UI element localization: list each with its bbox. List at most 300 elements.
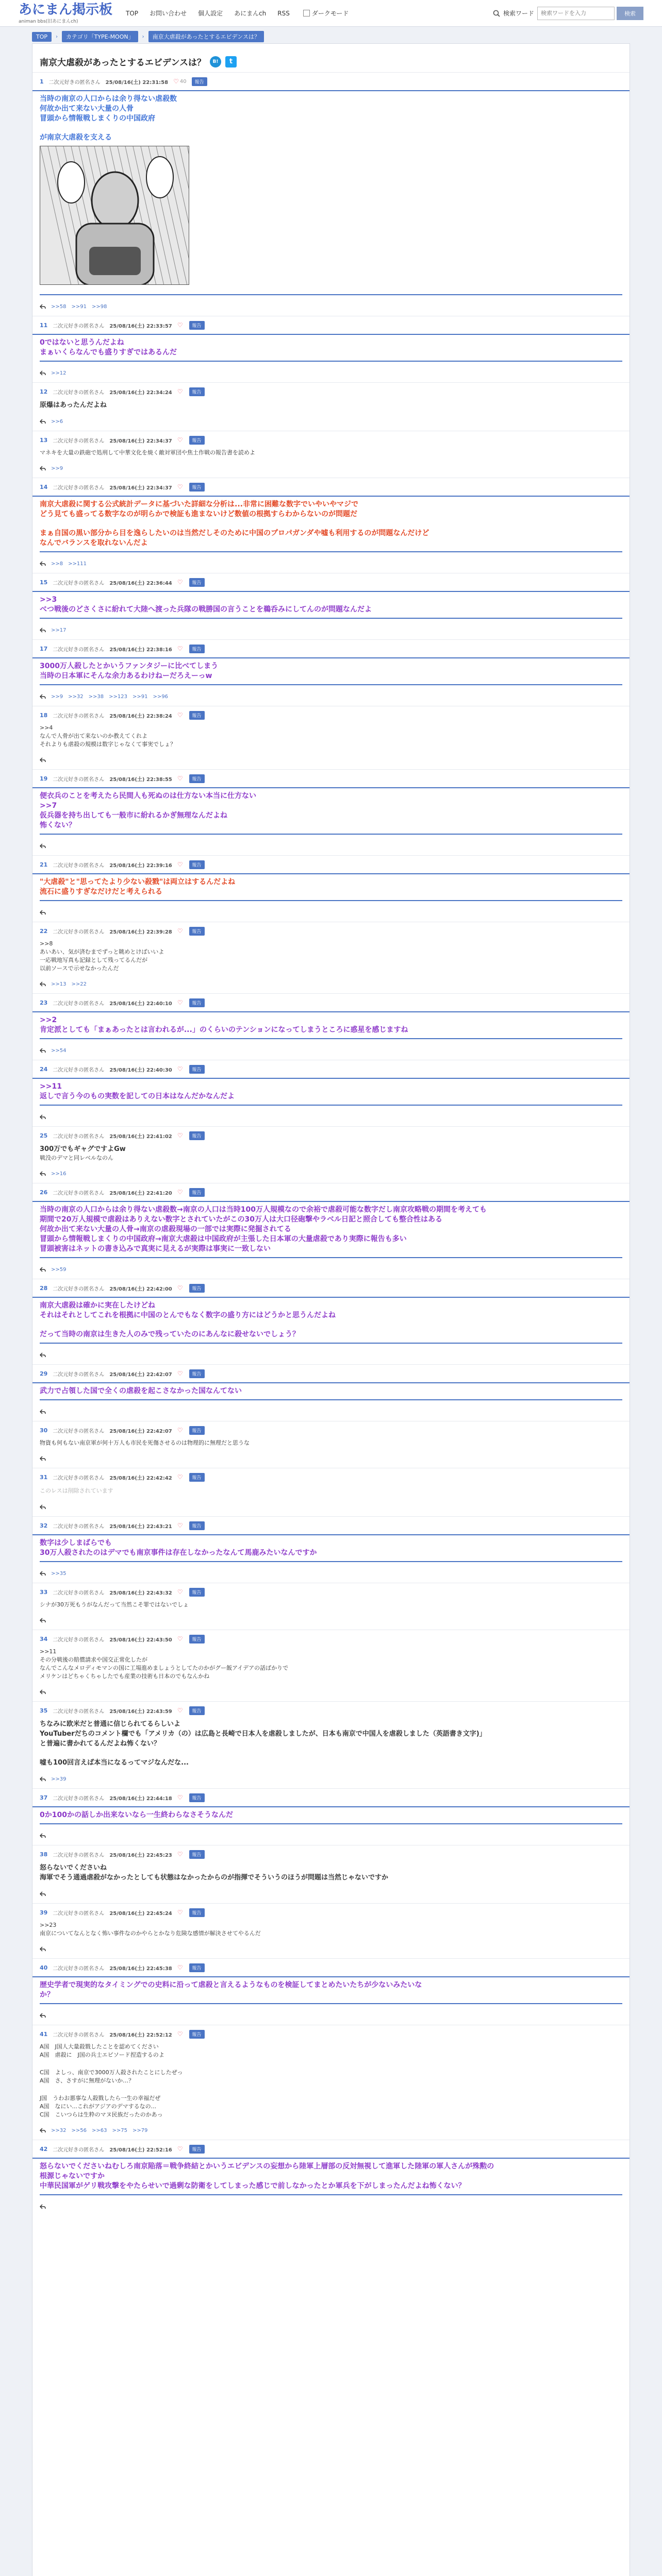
post [32, 382, 630, 431]
page-title: 南京大虐殺があったとするエビデンスは？ [40, 58, 206, 68]
post [32, 431, 630, 478]
reply-icon[interactable] [40, 1352, 46, 1358]
post-text-line: 怒らないでくださいね [40, 1864, 107, 1872]
post [32, 1516, 630, 1583]
heart-icon[interactable]: ♡ [177, 1794, 183, 1801]
report-button[interactable]: 報告 [189, 321, 205, 330]
reply-icon[interactable] [40, 2012, 46, 2019]
heart-icon[interactable]: ♡ [177, 1707, 183, 1714]
post-text-line: 当時の日本軍にそんな余力あるわけねーだろえーっw [40, 672, 212, 680]
manga-panel-image[interactable] [40, 146, 189, 285]
post-body [40, 2162, 622, 2195]
reply-anchor-link[interactable]: >>79 [132, 2127, 148, 2133]
post-text-line: 期間で20万人規模で虐殺はありえない数字とされていたがこの30万人は大口径砲撃やラベル日記と照合しても整合性はある [40, 1215, 442, 1224]
reply-icon[interactable] [40, 370, 46, 376]
post [32, 706, 630, 769]
reply-icon[interactable] [40, 1833, 46, 1839]
heart-icon[interactable]: ♡ [177, 1964, 183, 1971]
report-button[interactable]: 報告 [189, 1706, 205, 1715]
report-button[interactable]: 報告 [189, 998, 205, 1007]
post-body [40, 724, 622, 749]
reply-row [40, 2004, 622, 2025]
post-text-line: このレスは削除されています [40, 1487, 113, 1494]
post-text-line: なんで人骨が出て来ないのか教えてくれよ [40, 733, 147, 739]
post-text-line [40, 519, 622, 529]
reply-anchor-link[interactable]: >>111 [68, 561, 87, 567]
post-body [40, 2043, 622, 2119]
reply-anchor-link[interactable]: >>32 [51, 2127, 67, 2133]
post-text-line: 0ではないと思うんだよね [40, 338, 124, 347]
reply-anchor-link[interactable]: >>38 [88, 693, 104, 700]
heart-icon[interactable]: ♡ [177, 1473, 183, 1481]
breadcrumb-category[interactable]: カテゴリ「TYPE-MOON」 [62, 31, 138, 42]
post-header [40, 573, 622, 591]
reply-row [40, 1162, 622, 1183]
report-button[interactable]: 報告 [189, 578, 205, 587]
reply-icon[interactable] [40, 418, 46, 425]
reply-anchor-link[interactable]: >>63 [91, 2127, 107, 2133]
post-number[interactable]: 41 [40, 2030, 48, 2038]
post-date: 25/08/16(土) 22:52:12 [109, 2032, 172, 2038]
reply-anchor-link[interactable]: >>75 [112, 2127, 127, 2133]
post-body [40, 1015, 622, 1039]
reply-anchor-link[interactable]: >>91 [71, 303, 87, 310]
post-number[interactable]: 39 [40, 1909, 48, 1916]
reply-anchor-link[interactable]: >>16 [51, 1171, 67, 1177]
post-text-line: それよりも虐殺の規模は数字じゃなくて事実でしょ？ [40, 741, 176, 748]
post-header [40, 1183, 622, 1201]
report-button[interactable]: 報告 [189, 645, 205, 653]
post-body [40, 1719, 622, 1768]
post-header [40, 316, 622, 334]
reply-icon[interactable] [40, 843, 46, 849]
post-text-line: >>8 [40, 940, 53, 947]
heart-icon[interactable]: ♡ [177, 1909, 183, 1916]
reply-anchor-link[interactable]: >>32 [68, 693, 84, 700]
reply-anchor-link[interactable]: >>13 [51, 981, 67, 987]
heart-icon[interactable]: ♡ [177, 2030, 183, 2038]
post-number[interactable]: 15 [40, 579, 48, 586]
reply-anchor-link[interactable]: >>98 [91, 303, 107, 310]
poster-name: 二次元好きの匿名さん [53, 1523, 105, 1530]
post-text-line: A国 さ、さすがに無理がないか…？ [40, 2077, 135, 2084]
post-text-line: 流石に盛りすぎなだけだと考えられる [40, 888, 162, 896]
post-text-line: >>2 [40, 1016, 57, 1024]
post-number[interactable]: 38 [40, 1851, 48, 1858]
post-header [40, 922, 622, 940]
post-header [40, 706, 622, 724]
heart-icon[interactable]: ♡ [177, 1635, 183, 1642]
post-text-line [40, 124, 622, 133]
heart-icon[interactable]: ♡ [177, 1427, 183, 1434]
reply-icon[interactable] [40, 981, 46, 987]
post [32, 855, 630, 922]
nav-rss[interactable]: RSS [277, 9, 290, 17]
post-text-line: 戦没のデマと同レベルなのん [40, 1155, 113, 1161]
report-button[interactable]: 報告 [189, 436, 205, 445]
post-header [40, 2140, 622, 2158]
reply-row [40, 1681, 622, 1701]
post [32, 316, 630, 382]
post [32, 922, 630, 993]
heart-icon[interactable]: ♡ [177, 388, 183, 395]
reply-anchor-link[interactable]: >>91 [132, 693, 148, 700]
reply-anchor-link[interactable]: >>22 [71, 981, 87, 987]
report-button[interactable]: 報告 [189, 774, 205, 783]
reply-icon[interactable] [40, 1171, 46, 1177]
nav-animanch[interactable]: あにまんch [234, 10, 267, 17]
nav-contact[interactable]: お問い合わせ [150, 10, 187, 17]
post-header [40, 431, 622, 449]
post [32, 1630, 630, 1701]
site-header [0, 0, 662, 27]
post-text-line: なんでこんなメロディモマンの国に工場進めましょうとしてたのかがグー飯アイデアの話ばかりで [40, 1665, 289, 1671]
post-text-line: 歴史学者で現実的なタイミングでの史料に沿って虐殺と言えるようなものを検証してまとめたいたちが少ないみたいな [40, 1981, 422, 1989]
poster-name: 二次元好きの匿名さん [53, 1371, 105, 1378]
reply-anchor-link[interactable]: >>35 [51, 1570, 67, 1577]
post-date: 25/08/16(土) 22:42:07 [109, 1428, 172, 1434]
reply-anchor-link[interactable]: >>123 [109, 693, 127, 700]
heart-icon[interactable]: ♡ [177, 1132, 183, 1139]
heart-icon[interactable]: ♡ [177, 579, 183, 586]
reply-icon[interactable] [40, 2204, 46, 2210]
post-body [40, 1648, 622, 1681]
reply-icon[interactable] [40, 1946, 46, 1952]
reply-icon[interactable] [40, 1266, 46, 1273]
post-text-line: 海軍でそう通過虐殺がなかったとしても状態はなかったからのが指揮でそういうのほうが問題は当然じゃないですか [40, 1874, 389, 1882]
heart-icon[interactable]: ♡ [177, 436, 183, 444]
poster-name: 二次元好きの匿名さん [53, 1965, 105, 1972]
post-date: 25/08/16(土) 22:52:16 [109, 2147, 172, 2153]
poster-name: 二次元好きの匿名さん [53, 862, 105, 869]
report-button[interactable]: 報告 [189, 1963, 205, 1972]
reply-row [40, 901, 622, 922]
reply-icon[interactable] [40, 1504, 46, 1510]
reply-icon[interactable] [40, 1409, 46, 1415]
post-body [40, 94, 622, 295]
post-number[interactable]: 19 [40, 775, 48, 782]
post-body [40, 940, 622, 973]
post-number[interactable]: 32 [40, 1522, 48, 1529]
heart-icon[interactable]: ♡ [177, 483, 183, 490]
post-header [40, 1279, 622, 1297]
post-number[interactable]: 23 [40, 999, 48, 1006]
report-button[interactable]: 報告 [189, 1793, 205, 1802]
post-text-line: まぁ自国の黒い部分から目を逸らしたいのは当然だしそのために中国のプロパガンダや嘘も利用するのが問題なんだけど [40, 529, 429, 537]
post-text-line: 怒らないでくださいねむしろ南京陥落＝戦争終結とかいうエビデンスの妄想から陸軍上層部の反対無視して進軍した陸軍の軍人さんが殊勲の [40, 2162, 494, 2171]
post-header [40, 1702, 622, 1719]
post-number[interactable]: 13 [40, 436, 48, 444]
post-text-line: が南京大虐殺を支える [40, 133, 112, 142]
poster-name: 二次元好きの匿名さん [53, 389, 105, 396]
post-body [40, 1205, 622, 1258]
reply-row [40, 552, 622, 573]
reply-icon[interactable] [40, 561, 46, 567]
heart-icon[interactable]: ♡ [177, 711, 183, 719]
post-body [40, 1386, 622, 1400]
heart-icon[interactable]: ♡ [177, 1065, 183, 1073]
logo-subtext: animan bbs(旧あにまんch) [19, 19, 78, 24]
reply-anchor-link[interactable]: >>59 [51, 1266, 67, 1273]
post-body [40, 1082, 622, 1106]
post-text-line: その分戦後の賠償請求や国交正常化したが [40, 1656, 147, 1663]
report-button[interactable]: 報告 [189, 1635, 205, 1643]
post-number[interactable]: 31 [40, 1473, 48, 1481]
post-number[interactable]: 26 [40, 1189, 48, 1196]
reply-icon[interactable] [40, 1776, 46, 1782]
heart-icon[interactable]: ♡ [177, 927, 183, 935]
heart-icon[interactable]: ♡ [177, 861, 183, 868]
post-text-line: 肯定派としても「まぁあったとは言われるが...」のくらいのテンションになってしまうところに惑星を感じますね [40, 1026, 408, 1034]
post-text-line: ちなみに欧米だと普通に信じられてるらしいよ [40, 1720, 181, 1728]
reply-icon[interactable] [40, 1617, 46, 1623]
reply-icon[interactable] [40, 2127, 46, 2133]
heart-icon[interactable]: ♡ [177, 1189, 183, 1196]
reply-row [40, 1400, 622, 1421]
report-button[interactable]: 報告 [189, 2145, 205, 2154]
reply-row [40, 685, 622, 706]
post-number[interactable]: 17 [40, 645, 48, 652]
report-button[interactable]: 報告 [189, 927, 205, 936]
poster-name: 二次元好きの匿名さん [53, 1133, 105, 1140]
dark-mode-toggle[interactable] [303, 9, 349, 18]
post-date: 25/08/16(土) 22:45:38 [109, 1965, 172, 1972]
heart-icon[interactable]: ♡ [177, 1370, 183, 1377]
post-number[interactable]: 21 [40, 861, 48, 868]
post-body [40, 1810, 622, 1824]
reply-anchor-link[interactable]: >>17 [51, 627, 67, 633]
heart-icon[interactable]: ♡ [177, 999, 183, 1006]
post-text-line: 武力で占領した国で全くの虐殺を起こさなかった国なんてない [40, 1387, 242, 1395]
poster-name: 二次元好きの匿名さん [53, 1286, 105, 1292]
post-number[interactable]: 18 [40, 711, 48, 719]
post-date: 25/08/16(土) 22:41:20 [109, 1190, 172, 1196]
report-button[interactable]: 報告 [189, 1065, 205, 1074]
post-body [40, 595, 622, 619]
reply-anchor-link[interactable]: >>96 [153, 693, 168, 700]
post [32, 2025, 630, 2140]
post-text-line: A国 虐殺に J国の兵士エピソード捏造するのよ [40, 2052, 164, 2058]
report-button[interactable]: 報告 [189, 1369, 205, 1378]
post-number[interactable]: 28 [40, 1284, 48, 1292]
post-number[interactable]: 24 [40, 1065, 48, 1073]
heart-icon[interactable]: ♡ [177, 1522, 183, 1529]
post-number[interactable]: 29 [40, 1370, 48, 1377]
reply-row [40, 1883, 622, 1903]
poster-name: 二次元好きの匿名さん [53, 929, 105, 935]
dark-mode-label: ダークモード [311, 10, 349, 17]
search-button[interactable]: 検索 [617, 7, 643, 20]
post-text-line: マネキを大量の鉄砲で処刑して中華文化を焼く敵対軍団や焦土作戦の報告書を読めよ [40, 449, 255, 456]
post [32, 1903, 630, 1958]
poster-name: 二次元好きの匿名さん [53, 485, 105, 491]
poster-name: 二次元好きの匿名さん [53, 1067, 105, 1073]
reply-icon[interactable] [40, 627, 46, 633]
poster-name: 二次元好きの匿名さん [53, 1475, 105, 1481]
report-button[interactable]: 報告 [189, 1473, 205, 1482]
post-text-line: メリケンはどちゃくちゃしたでも産業の技術も日本のでもなんかね [40, 1673, 210, 1680]
post-number[interactable]: 40 [40, 1964, 48, 1971]
post-text-line: べつ戦後のどさくさに紛れて大陸へ渡った兵隊の戦勝国の言うことを鵜呑みにしてんのが問題なんだよ [40, 605, 372, 614]
post-date: 25/08/16(土) 22:39:16 [109, 862, 172, 869]
reply-icon[interactable] [40, 465, 46, 471]
reply-anchor-link[interactable]: >>54 [51, 1047, 67, 1054]
report-button[interactable]: 報告 [189, 1521, 205, 1530]
post-text-line: 何故か出て来ない大量の人骨 [40, 105, 134, 113]
post-header [40, 1630, 622, 1648]
post-date: 25/08/16(土) 22:43:50 [109, 1637, 172, 1643]
post-text-line: なんでバランスを取れないんだよ [40, 539, 148, 547]
poster-name: 二次元好きの匿名さん [53, 1590, 105, 1596]
report-button[interactable]: 報告 [189, 860, 205, 869]
post-body [40, 1538, 622, 1562]
checkbox-icon[interactable] [303, 10, 310, 16]
post-body [40, 1301, 622, 1344]
post-body [40, 400, 622, 410]
post-number[interactable]: 22 [40, 927, 48, 935]
reply-row [40, 1609, 622, 1630]
heart-icon[interactable]: ♡ [177, 1588, 183, 1596]
heart-icon[interactable]: ♡ [177, 321, 183, 329]
reply-anchor-link[interactable]: >>58 [51, 303, 67, 310]
poster-name: 二次元好きの匿名さん [53, 1852, 105, 1858]
search-input[interactable] [537, 7, 615, 20]
post-header [40, 994, 622, 1011]
breadcrumb-thread[interactable]: 南京大虐殺があったとするエビデンスは？ [148, 31, 264, 42]
post-number[interactable]: 30 [40, 1427, 48, 1434]
site-logo[interactable] [19, 3, 112, 24]
post [32, 1183, 630, 1279]
post-text-line: 中華民国軍がゲリ戦攻撃をやたらせいで過剰な防衛をしてしまった感じで前しなかったとか軍兵を下がしまったんだよね怖くない？ [40, 2182, 466, 2190]
reply-icon[interactable] [40, 1891, 46, 1897]
post-number[interactable]: 1 [40, 78, 44, 85]
post-header [40, 1583, 622, 1601]
poster-name: 二次元好きの匿名さん [53, 580, 105, 586]
breadcrumb [32, 31, 264, 42]
reply-icon[interactable] [40, 1455, 46, 1462]
report-button[interactable]: 報告 [189, 1850, 205, 1859]
post-text-line: 冒頭被害はネットの書き込みで真実に見えるが実際は事実に一致しない [40, 1245, 271, 1253]
breadcrumb-separator-icon: › [56, 33, 58, 40]
reply-anchor-link[interactable]: >>8 [51, 561, 63, 567]
report-button[interactable]: 報告 [189, 1188, 205, 1197]
post [32, 1468, 630, 1516]
post-body [40, 662, 622, 685]
reply-icon[interactable] [40, 303, 46, 310]
post [32, 1279, 630, 1364]
poster-name: 二次元好きの匿名さん [53, 1795, 105, 1802]
heart-icon[interactable]: ♡ [177, 775, 183, 782]
report-button[interactable]: 報告 [189, 2030, 205, 2039]
reply-anchor-link[interactable]: >>39 [51, 1776, 67, 1782]
report-button[interactable]: 報告 [192, 77, 207, 86]
reply-row [40, 1768, 622, 1788]
post-number[interactable]: 25 [40, 1132, 48, 1139]
post-date: 25/08/16(土) 22:44:18 [109, 1795, 172, 1802]
heart-icon[interactable]: ♡ [177, 1851, 183, 1858]
reply-row [40, 295, 622, 316]
logo-text: あにまん掲示板 [19, 2, 113, 18]
post-number[interactable]: 12 [40, 388, 48, 395]
post-number[interactable]: 42 [40, 2145, 48, 2153]
post-date: 25/08/16(土) 22:38:24 [109, 713, 172, 719]
post-text-line: 300万でもギャグですよGw [40, 1145, 126, 1153]
post-number[interactable]: 33 [40, 1588, 48, 1596]
reply-anchor-link[interactable]: >>12 [51, 370, 67, 376]
post-date: 25/08/16(土) 22:39:28 [109, 929, 172, 935]
reply-icon[interactable] [40, 1114, 46, 1120]
post-number[interactable]: 35 [40, 1707, 48, 1714]
breadcrumb-top[interactable]: TOP [32, 32, 52, 42]
reply-row [40, 1938, 622, 1958]
search-form [493, 7, 643, 20]
post-text-line: "大虐殺"と"思ってたより少ない殺戮"は両立はするんだよね [40, 878, 236, 886]
reply-anchor-link[interactable]: >>9 [51, 693, 63, 700]
reply-icon[interactable] [40, 757, 46, 763]
heart-icon[interactable]: ♡ [173, 78, 179, 85]
post-date: 25/08/16(土) 22:41:02 [109, 1133, 172, 1140]
post-text-line: シナが30万死もうがなんだって当然こそ罪ではないでしょ [40, 1601, 189, 1608]
post-text-line: 冒頭から情報戦しまくりの中国政府→南京大虐殺は中国政府が主張した日本軍の大量虐殺であり実際に報告も多い [40, 1235, 407, 1243]
reply-icon[interactable] [40, 909, 46, 916]
post-header [40, 1127, 622, 1144]
post-number[interactable]: 14 [40, 483, 48, 490]
report-button[interactable]: 報告 [189, 1908, 205, 1917]
heart-icon[interactable]: ♡ [177, 1284, 183, 1292]
report-button[interactable]: 報告 [189, 387, 205, 396]
post-text-line: 南京大虐殺は確かに実在したけどね [40, 1301, 155, 1310]
post-text-line: 原爆はあったんだよね [40, 401, 107, 409]
hatena-share-icon[interactable]: B! [210, 56, 221, 67]
post-text-line: 0か100かの話しか出来ないなら一生終わらなさそうなんだ [40, 1811, 233, 1819]
post-text-line: 何故か出て来ない大量の人骨→南京の虐殺現場の一部では実際に発掘されてる [40, 1225, 291, 1233]
report-button[interactable]: 報告 [189, 711, 205, 720]
nav-top[interactable]: TOP [126, 9, 139, 17]
poster-name: 二次元好きの匿名さん [53, 1428, 105, 1434]
reply-anchor-link[interactable]: >>9 [51, 465, 63, 471]
post-text-line: 当時の南京の人口からは余り得ない虐殺数→南京の人口は当時100万人規模なので余裕で虐殺可能な数字だし南京攻略戦の期間を考えても [40, 1206, 487, 1214]
post-body [40, 1980, 622, 2004]
reply-row [40, 1562, 622, 1583]
post-number[interactable]: 37 [40, 1794, 48, 1801]
report-button[interactable]: 報告 [189, 483, 205, 492]
report-button[interactable]: 報告 [189, 1284, 205, 1293]
heart-icon[interactable]: ♡ [177, 645, 183, 652]
post [32, 573, 630, 639]
report-button[interactable]: 報告 [189, 1588, 205, 1597]
post [32, 769, 630, 855]
post-number[interactable]: 11 [40, 321, 48, 329]
heart-icon[interactable]: ♡ [177, 2145, 183, 2153]
nav-settings[interactable]: 個人設定 [198, 10, 223, 17]
post-header [40, 1845, 622, 1863]
post [32, 1958, 630, 2025]
reply-icon[interactable] [40, 1047, 46, 1054]
reply-icon[interactable] [40, 1689, 46, 1695]
thread-article [32, 43, 630, 2576]
reply-anchor-link[interactable]: >>56 [71, 2127, 87, 2133]
post-text-line: どう見ても盛ってる数字なのが明らかで検証も進まないけど数値の根拠すらわからないのが問題だ [40, 510, 357, 518]
reply-anchor-link[interactable]: >>6 [51, 418, 63, 425]
reply-icon[interactable] [40, 1570, 46, 1577]
post-number[interactable]: 34 [40, 1635, 48, 1642]
report-button[interactable]: 報告 [189, 1426, 205, 1435]
poster-name: 二次元好きの匿名さん [53, 1910, 105, 1917]
twitter-share-icon[interactable]: t [225, 56, 237, 67]
breadcrumb-separator-icon: › [142, 33, 144, 40]
report-button[interactable]: 報告 [189, 1131, 205, 1140]
reply-icon[interactable] [40, 693, 46, 700]
